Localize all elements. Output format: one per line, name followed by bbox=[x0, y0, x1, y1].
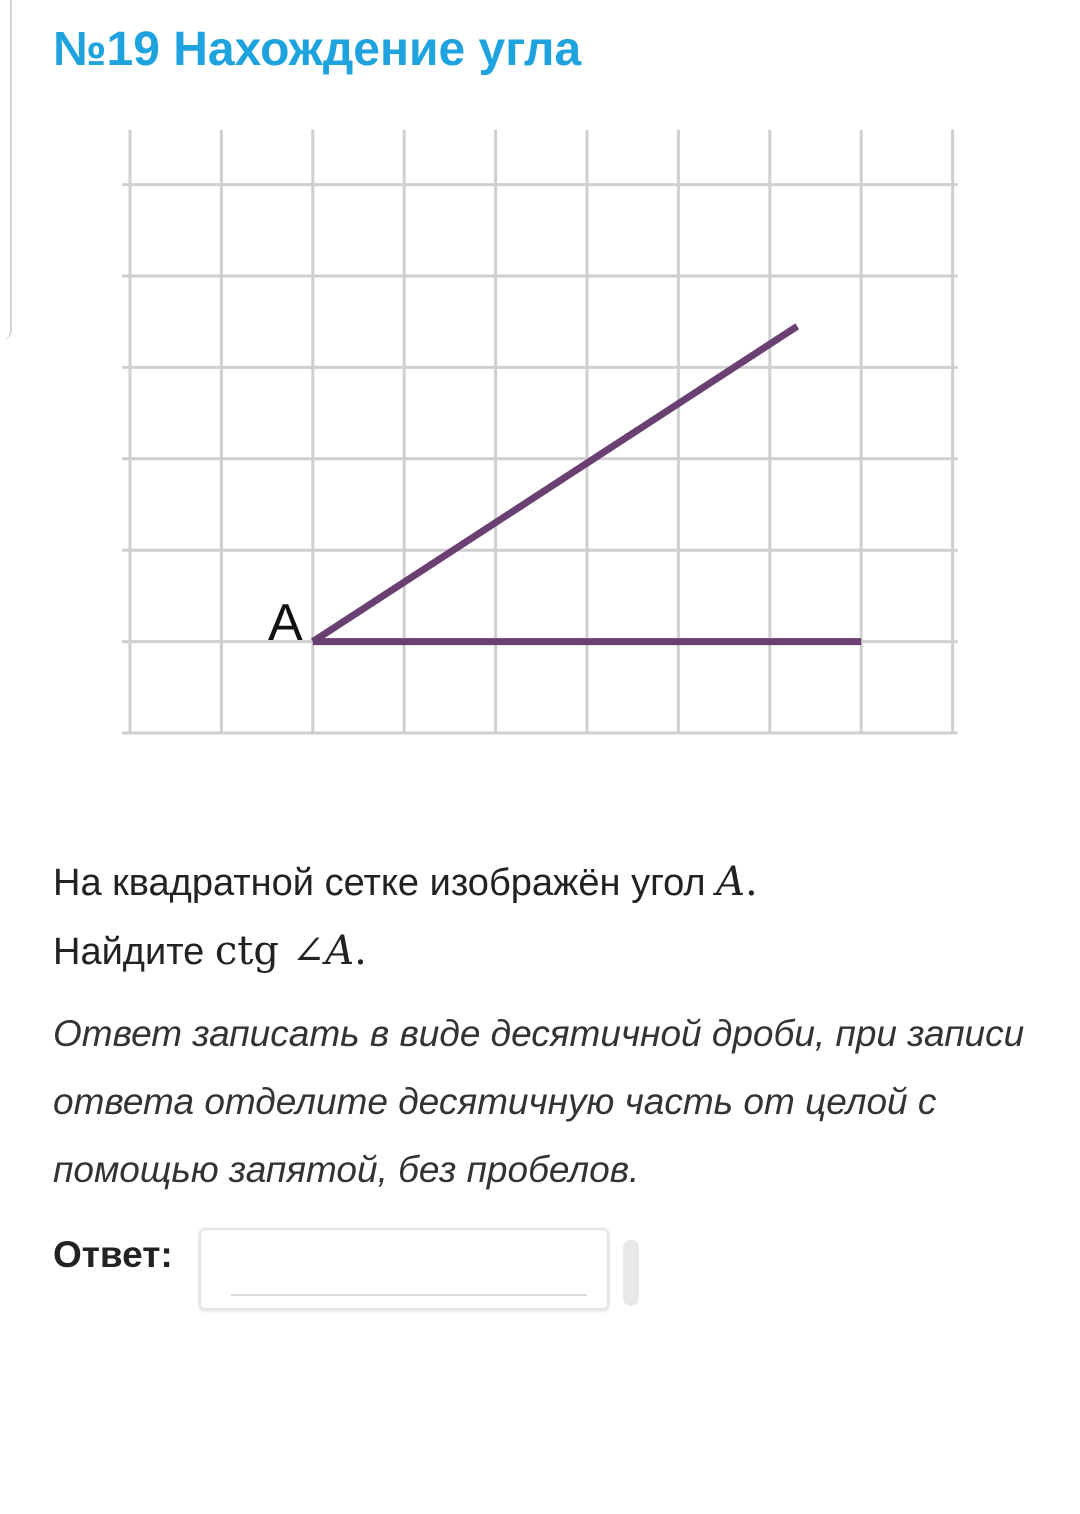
problem-statement bbox=[53, 848, 1033, 986]
page-title: №19 Нахождение угла bbox=[53, 23, 582, 76]
math-var-a: A. bbox=[716, 859, 758, 905]
answer-row bbox=[53, 1228, 673, 1318]
answer-side-handle bbox=[623, 1240, 639, 1306]
answer-box[interactable] bbox=[199, 1228, 609, 1310]
problem-text-1: На квадратной сетке изображён угол bbox=[53, 862, 717, 904]
vertex-label: A bbox=[268, 594, 303, 652]
problem-line-1 bbox=[53, 848, 1033, 917]
problem-text-2: Найдите bbox=[53, 931, 215, 973]
problem-line-2 bbox=[53, 917, 1033, 986]
answer-input[interactable] bbox=[231, 1248, 587, 1296]
answer-instruction: Ответ записать в виде десятичной дроби, при записи ответа отделите десятичную часть от целой с помощью запятой, без пробелов. bbox=[53, 1013, 1025, 1190]
answer-label: Ответ: bbox=[53, 1234, 173, 1275]
math-ctg-angle: ctg ∠A. bbox=[214, 928, 367, 974]
angle-ray bbox=[313, 326, 797, 641]
